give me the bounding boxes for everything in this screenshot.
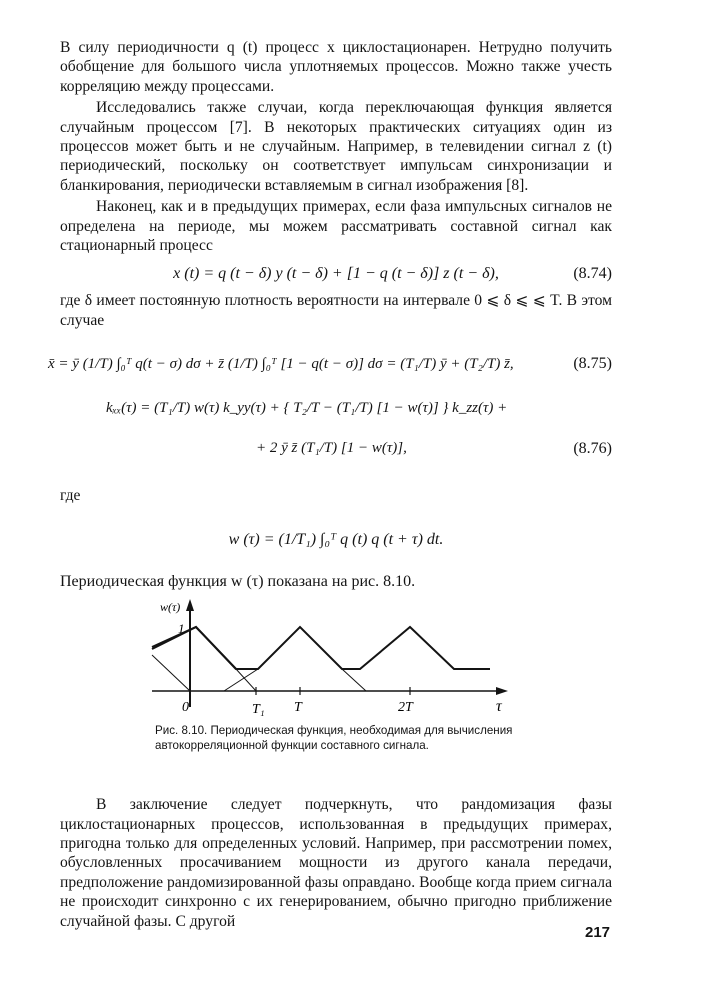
equation-8-74-body: x (t) = q (t − δ) y (t − δ) + [1 − q (t − δ)] z (t − δ), [173,265,499,283]
figure-8-10 [60,597,612,787]
word-where: где [60,487,81,505]
equation-w [60,522,612,558]
equation-8-76 [60,394,612,472]
paragraph-stationary: Наконец, как и в предыдущих примерах, если фаза импульсных сигналов не определена на периоде, мы можем рассматривать составной сигнал как стационарный процесс [60,198,612,255]
page-number: 217 [585,924,611,941]
figure-x-label: τ [496,698,502,716]
figure-tick-0: 0 [182,700,189,716]
paragraph-random-switching: Исследовались также случаи, когда переключающая функция является случайным процессом [7]. В некоторых практических ситуациях один из процессов может быть и не случайным. Например, в телевидении сигнал z (t) периодический, поскольку он соответствует импульсам синхронизации и бланкирования, периодически вставляемым в сигнал изображения [8]. [60,99,612,194]
equation-8-75-number: (8.75) [573,355,612,373]
equation-w-body: w (τ) = (1/T₁) ∫₀ᵀ q (t) q (t + τ) dt. [228,530,444,548]
figure-8-10-plot [60,597,612,717]
figure-tick-t: T [294,700,302,716]
equation-8-74-number: (8.74) [573,265,612,283]
equation-8-74 [60,261,612,287]
paragraph-figure-ref: Периодическая функция w (τ) показана на рис. 8.10. [60,572,416,590]
figure-caption: Рис. 8.10. Периодическая функция, необходимая для вычисления автокорреляционной функции составного сигнала. [155,724,513,753]
paragraph-conclusion: В заключение следует подчеркнуть, что рандомизация фазы циклостационарных процессов, использованная в предыдущих примерах, пригодна только для определенных условий. Например, при рассмотрении помех, обусловленных просачиванием мощности из другого канала передачи, предположение рандомизированной фазы оправдано. Вообще когда прием сигнала не происходит синхронно с их генерированием, обычно пригодно приближение случайной фазы. С другой [60,796,612,930]
figure-tick-t1: T₁ [252,702,265,718]
figure-tick-2t: 2T [398,700,413,716]
figure-y-label: w(τ) [160,600,181,615]
equation-8-75 [48,344,612,384]
page-body [48,38,612,931]
paragraph-delta-density: где δ имеет постоянную плотность вероятности на интервале 0 ⩽ δ ⩽ ⩽ T. В этом случае [60,292,612,329]
figure-one-label: 1 [178,621,185,637]
equation-8-76-line1: kₓₓ(τ) = (T₁/T) w(τ) k_yy(τ) + { T₂/T − (T₁/T) [1 − w(τ)] } k_zz(τ) + [106,400,508,417]
paragraph-periodicity: В силу периодичности q (t) процесс x циклостационарен. Нетрудно получить обобщение для большого числа уплотняемых процессов. Можно также учесть корреляцию между процессами. [60,39,612,95]
equation-8-76-line2: + 2 ȳ z̄ (T₁/T) [1 − w(τ)], [256,440,407,457]
equation-8-76-number: (8.76) [573,440,612,458]
equation-8-75-body: x̄ = ȳ (1/T) ∫₀ᵀ q(t − σ) dσ + z̄ (1/T) ∫₀ᵀ [1 − q(t − σ)] dσ = (T₁/T) ȳ + (T₂/T) z̄, [48,356,514,373]
